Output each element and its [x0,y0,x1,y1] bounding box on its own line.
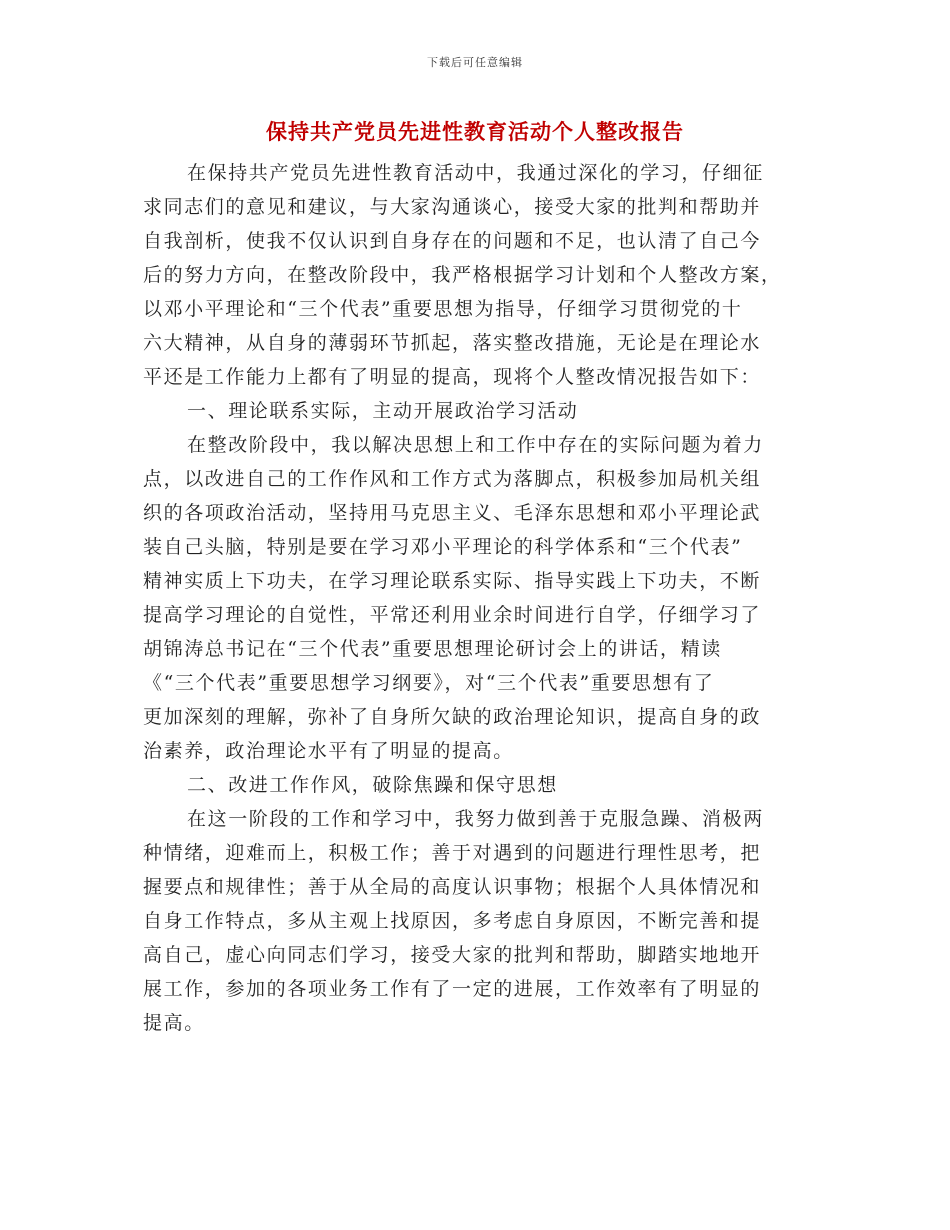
text-line: 种情绪，迎难而上，积极工作；善于对遇到的问题进行理性思考，把 [143,842,762,864]
text-line: 提高。 [143,1012,205,1034]
text-line: 精神实质上下功夫，在学习理论联系实际、指导实践上下功夫，不断 [143,570,762,592]
text-line: 展工作，参加的各项业务工作有了一定的进展，工作效率有了明显的 [143,978,762,1000]
text-line: 装自己头脑，特别是要在学习邓小平理论的科学体系和“三个代表” [143,536,743,558]
paragraph-section-2 [143,802,803,1040]
text-line: 高自己，虚心向同志们学习，接受大家的批判和帮助，脚踏实地地开 [143,944,762,966]
text-line: 更加深刻的理解，弥补了自身所欠缺的政治理论知识，提高自身的政 [143,706,762,728]
text-line: 六大精神，从自身的薄弱环节抓起，落实整改措施，无论是在理论水 [143,332,762,354]
paragraph-section-1 [143,428,803,768]
text-line: 治素养，政治理论水平有了明显的提高。 [143,740,514,762]
section-heading-2 [143,768,803,802]
header-note: 下载后可任意编辑 [427,56,523,69]
document-title: 保持共产党员先进性教育活动个人整改报告 [266,120,684,144]
text-line: 后的努力方向，在整改阶段中，我严格根据学习计划和个人整改方案， [143,264,782,286]
text-line: 握要点和规律性；善于从全局的高度认识事物；根据个人具体情况和 [143,876,762,898]
document-body [143,156,803,1040]
text-line: 在这一阶段的工作和学习中，我努力做到善于克服急躁、消极两 [187,808,764,830]
text-line: 织的各项政治活动，坚持用马克思主义、毛泽东思想和邓小平理论武 [143,502,762,524]
text-line: 在保持共产党员先进性教育活动中，我通过深化的学习，仔细征 [187,162,764,184]
text-line: 《“三个代表”重要思想学习纲要》，对“三个代表”重要思想有了 [143,672,715,694]
section-heading-1 [143,394,803,428]
text-line: 在整改阶段中，我以解决思想上和工作中存在的实际问题为着力 [187,434,764,456]
text-line: 自身工作特点，多从主观上找原因，多考虑自身原因，不断完善和提 [143,910,762,932]
text-line: 提高学习理论的自觉性，平常还利用业余时间进行自学，仔细学习了 [143,604,762,626]
paragraph-intro [143,156,803,394]
text-line: 以邓小平理论和“三个代表”重要思想为指导，仔细学习贯彻党的十 [143,298,743,320]
text-line: 求同志们的意见和建议，与大家沟通谈心，接受大家的批判和帮助并 [143,196,762,218]
text-line: 一、理论联系实际，主动开展政治学习活动 [187,400,579,422]
text-line: 二、改进工作作风，破除焦躁和保守思想 [187,774,558,796]
text-line: 平还是工作能力上都有了明显的提高，现将个人整改情况报告如下： [143,366,762,388]
text-line: 自我剖析，使我不仅认识到自身存在的问题和不足，也认清了自己今 [143,230,762,252]
text-line: 点，以改进自己的工作作风和工作方式为落脚点，积极参加局机关组 [143,468,762,490]
text-line: 胡锦涛总书记在“三个代表”重要思想理论研讨会上的讲话，精读 [143,638,722,660]
